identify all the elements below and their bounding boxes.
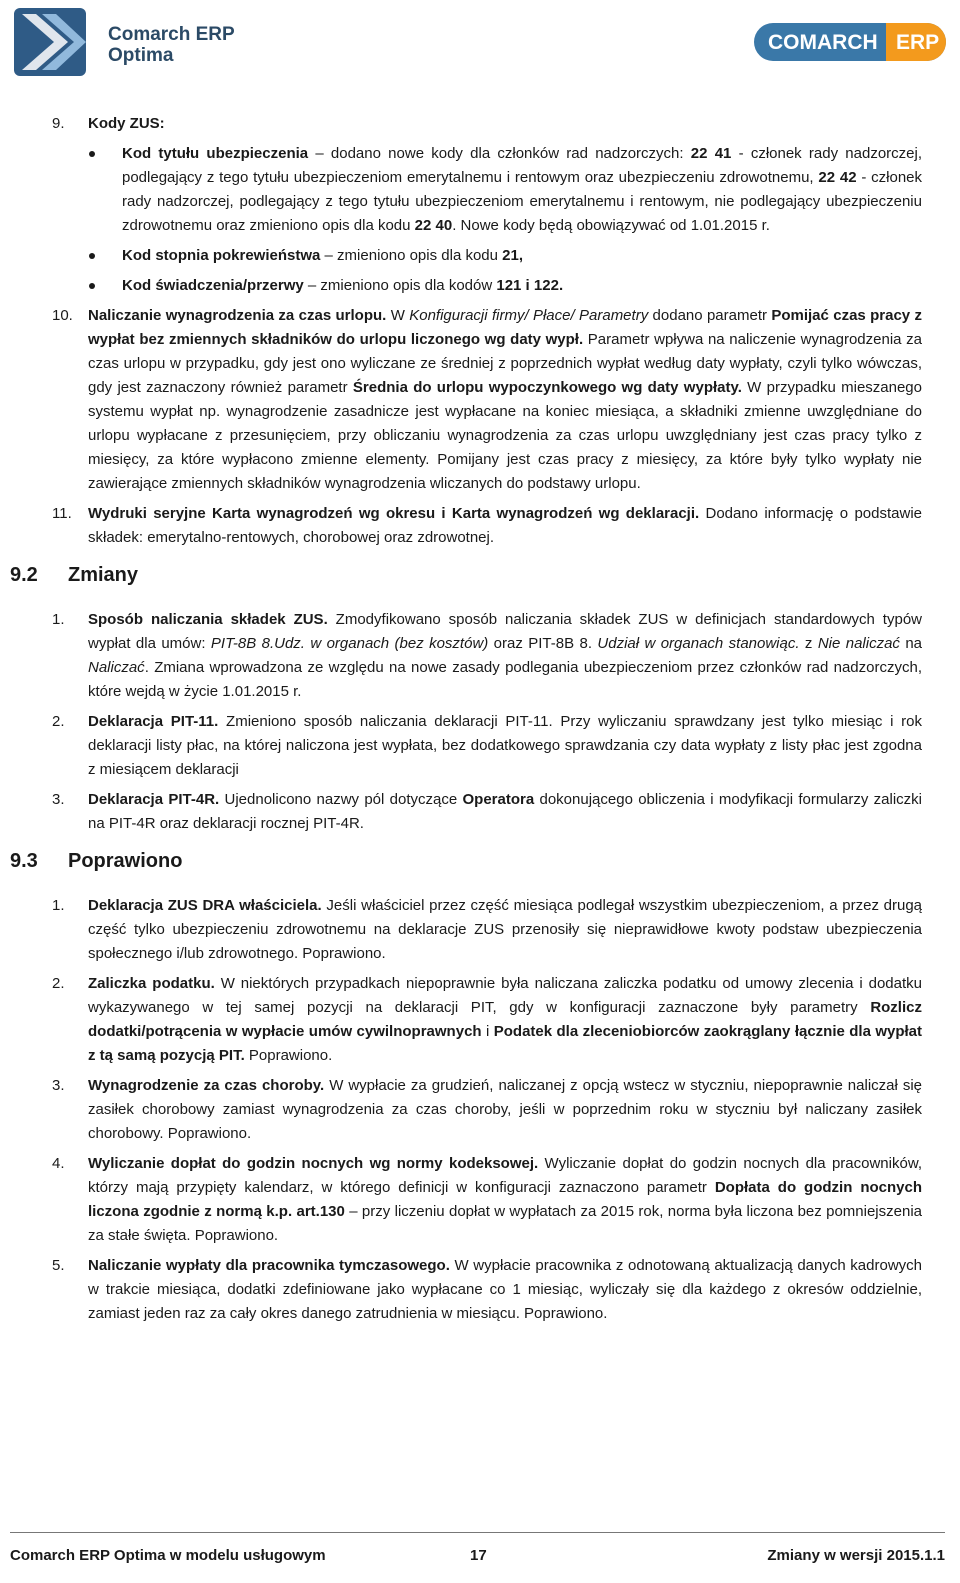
list-number: 2. [52, 713, 65, 730]
list-number: 1. [52, 611, 65, 628]
document-body [0, 112, 960, 1332]
list-item [52, 1254, 922, 1326]
list-number: 3. [52, 791, 65, 808]
list-number: 5. [52, 1257, 65, 1274]
section-number: 9.2 [10, 564, 38, 586]
list-item-text: Deklaracja PIT-11. Zmieniono sposób naliczania deklaracji PIT-11. Przy wyliczaniu sprawdzany jest tylko miesiąc i rok deklaracji listy płac, na której naliczona jest wypłata, bez dodatkowego sprawdzania czy data wypłaty z listy płac jest zgodna z miesiącem deklaracji [88, 713, 922, 778]
list-item [52, 608, 922, 704]
comarch-optima-logo-icon [14, 8, 100, 76]
list-number: 10. [52, 307, 73, 324]
section-heading-9-2 [10, 560, 960, 590]
list-item-title: Kody ZUS: [88, 115, 165, 132]
list-item-text: Wyliczanie dopłat do godzin nocnych wg normy kodeksowej. Wyliczanie dopłat do godzin nocnych dla pracowników, którzy mają przypięty kalendarz, w którego definicji w konfiguracji zaznaczono parametr Dopłata do godzin nocnych liczona zgodnie z normą k.p. art.130 – przy liczeniu dopłat w wypłatach za 2015 rok, norma była liczona bez pomniejszenia za stałe święta. Poprawiono. [88, 1155, 922, 1244]
list-item-9 [52, 112, 922, 136]
brand-line-1: Comarch ERP [108, 24, 235, 45]
footer-title: Comarch ERP Optima w modelu usługowym [10, 1547, 326, 1564]
list-number: 2. [52, 975, 65, 992]
page-footer [10, 1532, 945, 1564]
section-heading-9-3 [10, 846, 960, 876]
list-number: 3. [52, 1077, 65, 1094]
section-title: Poprawiono [68, 850, 183, 872]
list-item-text: Sposób naliczania składek ZUS. Zmodyfikowano sposób naliczania składek ZUS w definicjach standardowych typów wypłat dla umów: PIT-8B 8.Udz. w organach (bez kosztów) oraz PIT-8B 8. Udział w organach stanowiąc. z Nie naliczać na Naliczać. Zmiana wprowadzona ze względu na nowe zasady podlegania ubezpieczeniom przez członków rad nadzorczych, które wejdą w życie 1.01.2015 r. [88, 611, 923, 700]
list-item [52, 710, 922, 782]
brand-line-2: Optima [108, 45, 174, 66]
list-item [52, 788, 922, 836]
list-number: 1. [52, 897, 65, 914]
list-item [52, 894, 922, 966]
footer-version: Zmiany w wersji 2015.1.1 [767, 1547, 945, 1564]
list-number: 9. [52, 115, 65, 132]
list-item-text: Naliczanie wynagrodzenia za czas urlopu. W Konfiguracji firmy/ Płace/ Parametry dodano parametr Pomijać czas pracy z wypłat bez zmiennych składników do urlopu liczonego wg daty wypł. Parametr wpływa na naliczenie wynagrodzenia za czas urlopu w przypadku, gdy jest ono wyliczane ze średniej z poprzednich wypłat według daty wypłaty, czyli tylko wówczas, gdy jest zaznaczony również parametr Średnia do urlopu wypoczynkowego wg daty wypłaty. W przypadku mieszanego systemu wypłat np. wynagrodzenie zasadnicze jest wypłacane na koniec miesiąca, a składniki zmienne uwzględniane do urlopu wypłacane z przesunięciem, przy obliczaniu wynagrodzenia za czas urlopu uwzględniany jest czas pracy tylko z miesięcy, za które wypłacono zmienne elementy. Pomijany jest czas pracy z miesięcy, za które były tylko wypłaty nie zawierające zmiennych składników wynagrodzenia wliczanych do podstawy urlopu. [88, 307, 922, 492]
right-logo-text-a: COMARCH [768, 31, 878, 54]
list-number: 4. [52, 1155, 65, 1172]
right-logo-text-b: ERP [896, 31, 940, 54]
brand-name [108, 24, 235, 66]
section-number: 9.3 [10, 850, 38, 872]
list-item-11 [52, 502, 922, 550]
list-item-text: Naliczanie wypłaty dla pracownika tymczasowego. W wypłacie pracownika z odnotowaną aktualizacją danych kadrowych w trakcie miesiąca, dodatki zdefiniowane jako wypłacane co 1 miesiąc, wyliczały się dla każdego z okresów oddzielnie, zamiast jeden raz za cały okres danego zatrudnienia w miesiącu. Poprawiono. [88, 1257, 922, 1322]
list-item-text: Wydruki seryjne Karta wynagrodzeń wg okresu i Karta wynagrodzeń wg deklaracji. Dodano informację o podstawie składek: emerytalno-rentowych, chorobowej oraz zdrowotnej. [88, 505, 922, 546]
list-item-text: Wynagrodzenie za czas choroby. W wypłacie za grudzień, naliczanej z opcją wstecz w styczniu, niepoprawnie naliczał się zasiłek chorobowy zamiast wynagrodzenia za czas choroby, jeśli w poprzednim roku w styczniu był naliczany zasiłek chorobowy. Poprawiono. [88, 1077, 923, 1142]
page-header [14, 8, 946, 78]
page-number: 17 [470, 1547, 487, 1564]
list-item [52, 972, 922, 1068]
bullet-item [86, 142, 922, 238]
bullet-text: Kod tytułu ubezpieczenia – dodano nowe kody dla członków rad nadzorczych: 22 41 - członek rady nadzorczej, podlegający z tego tytułu ubezpieczeniom emerytalnemu i rentowym oraz ubezpieczeniu zdrowotnemu, 22 42 - członek rady nadzorczej, podlegający z tego tytułu ubezpieczeniom emerytalnemu i rentowym, nie podlegający ubezpieczeniu zdrowotnemu oraz zmieniono opis dla kodu 22 40. Nowe kody będą obowiązywać od 1.01.2015 r. [122, 145, 923, 234]
list-item-text: Zaliczka podatku. W niektórych przypadkach niepoprawnie była naliczana zaliczka podatku od umowy zlecenia i dodatku wykazywanego w tej samej pozycji na deklaracji PIT, gdy w konfiguracji zaznaczone były parametry Rozlicz dodatki/potrącenia w wypłacie umów cywilnoprawnych i Podatek dla zleceniobiorców zaokrąglany łącznie dla wypłat z tą samą pozycją PIT. Poprawiono. [88, 975, 923, 1064]
bullet-icon [86, 244, 122, 268]
bullet-item [86, 274, 922, 298]
comarch-erp-logo-icon [754, 23, 946, 61]
list-item-text: Deklaracja PIT-4R. Ujednolicono nazwy pól dotyczące Operatora dokonującego obliczenia i modyfikacji formularzy zaliczki na PIT-4R oraz deklaracji rocznej PIT-4R. [88, 791, 922, 832]
list-item [52, 1152, 922, 1248]
bullet-icon [86, 142, 122, 238]
bullet-icon [86, 274, 122, 298]
section-title: Zmiany [68, 564, 139, 586]
list-item-text: Deklaracja ZUS DRA właściciela. Jeśli właściciel przez część miesiąca podlegał wszystkim ubezpieczeniom, a przez drugą część tylko ubezpieczeniu zdrowotnemu na deklaracje ZUS przenosiły się nieprawidłowe kwoty podstaw ubezpieczenia społecznego i/lub zdrowotnego. Poprawiono. [88, 897, 923, 962]
list-item-10 [52, 304, 922, 496]
bullet-text: Kod stopnia pokrewieństwa – zmieniono opis dla kodu 21, [122, 247, 524, 264]
list-item [52, 1074, 922, 1146]
bullet-list [86, 142, 922, 298]
bullet-text: Kod świadczenia/przerwy – zmieniono opis dla kodów 121 i 122. [122, 277, 564, 294]
bullet-item [86, 244, 922, 268]
list-number: 11. [52, 505, 72, 522]
